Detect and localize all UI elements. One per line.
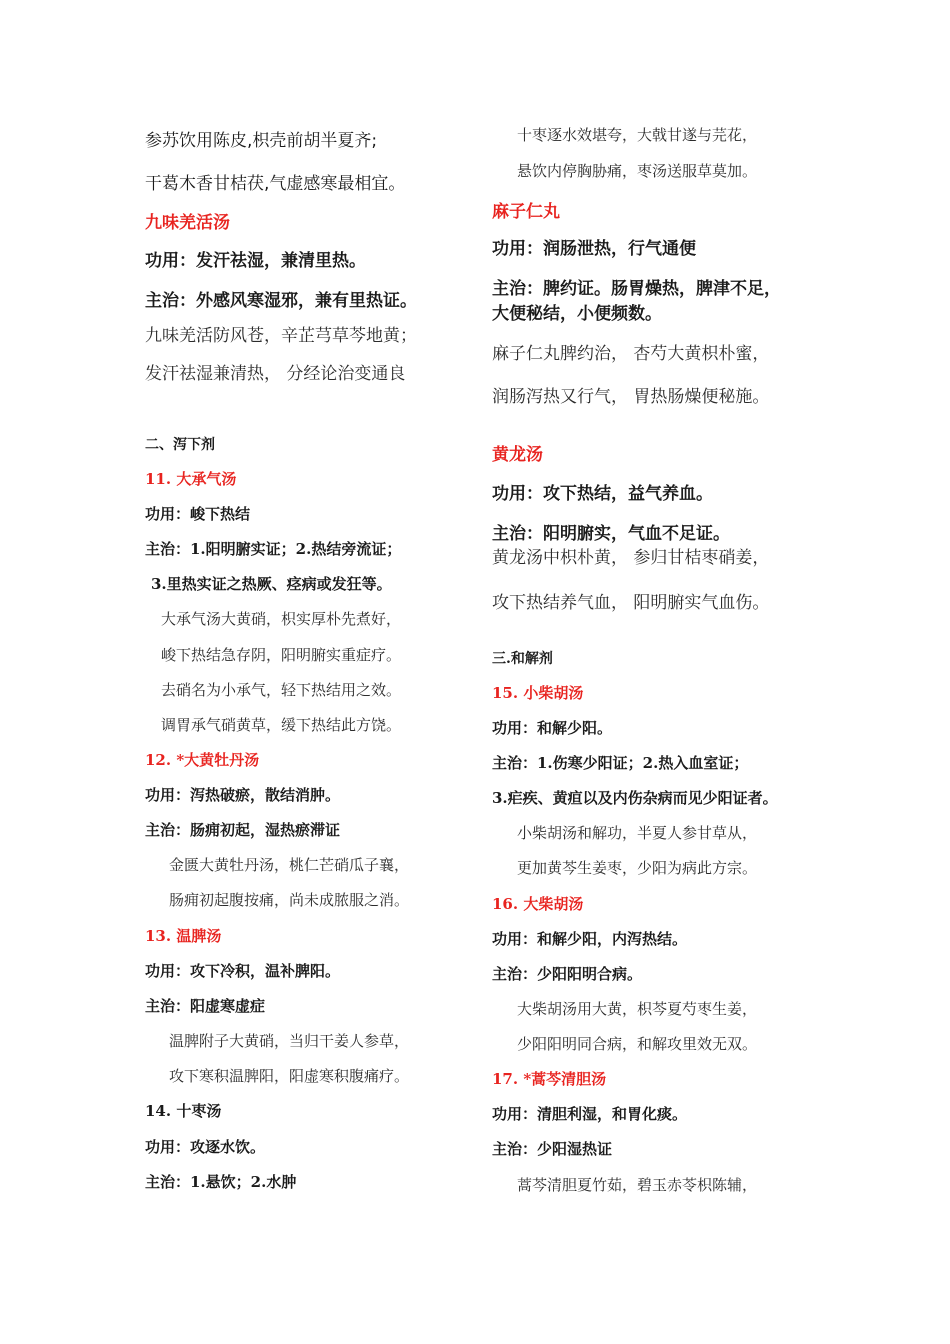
formula-heading: 麻子仁丸	[492, 202, 560, 222]
indication-line: 主治：少阳湿热证	[492, 1140, 613, 1158]
indication-line: 主治：阳虚寒虚症	[145, 997, 266, 1015]
function-line: 功用：润肠泄热，行气通便	[492, 239, 696, 259]
function-line: 功用：清胆利湿，和胃化痰。	[492, 1105, 688, 1123]
verse-line: 九味羌活防风苍，辛芷芎草芩地黄；	[145, 326, 417, 346]
verse-line: 攻下寒积温脾阳，阳虚寒积腹痛疗。	[169, 1067, 410, 1085]
formula-heading: 11. 大承气汤	[145, 470, 237, 488]
formula-heading: 17. *蒿芩清胆汤	[492, 1070, 607, 1088]
verse-line: 峻下热结急存阴，阳明腑实重症疗。	[161, 646, 402, 664]
function-line: 功用：和解少阳，内泻热结。	[492, 930, 688, 948]
function-line: 功用：发汗祛湿，兼清里热。	[145, 251, 366, 271]
verse-line: 调胃承气硝黄草，缓下热结此方饶。	[161, 716, 402, 734]
verse-line: 攻下热结养气血， 阳明腑实气血伤。	[492, 593, 770, 613]
indication-line: 主治：肠痈初起，湿热瘀滞证	[145, 821, 341, 839]
function-line: 功用：峻下热结	[145, 505, 251, 523]
function-line: 功用：攻下冷积，温补脾阳。	[145, 962, 341, 980]
formula-heading: 黄龙汤	[492, 445, 543, 465]
verse-line: 大柴胡汤用大黄，枳芩夏芍枣生姜，	[517, 1000, 758, 1018]
formula-heading: 九味羌活汤	[145, 213, 230, 233]
formula-heading: 16. 大柴胡汤	[492, 895, 584, 913]
verse-line: 去硝名为小承气，轻下热结用之效。	[161, 681, 402, 699]
formula-heading: 14. 十枣汤	[145, 1102, 222, 1120]
verse-line: 少阳阳明同合病，和解攻里效无双。	[517, 1035, 758, 1053]
indication-line: 3.疟疾、黄疸以及内伤杂病而见少阳证者。	[492, 789, 778, 807]
function-line: 功用：攻逐水饮。	[145, 1138, 266, 1156]
formula-heading: 13. 温脾汤	[145, 927, 222, 945]
verse-line: 蒿芩清胆夏竹茹，碧玉赤苓枳陈辅，	[517, 1176, 758, 1194]
verse-line: 小柴胡汤和解功，半夏人参甘草从，	[517, 824, 758, 842]
formula-heading: 12. *大黄牡丹汤	[145, 751, 260, 769]
verse-line: 发汗祛湿兼清热， 分经论治变通良	[145, 364, 406, 384]
verse-line: 金匮大黄牡丹汤，桃仁芒硝瓜子襄，	[169, 856, 410, 874]
formula-heading: 15. 小柴胡汤	[492, 684, 584, 702]
verse-line: 更加黄芩生姜枣，少阳为病此方宗。	[517, 859, 758, 877]
indication-line: 大便秘结，小便频数。	[492, 304, 662, 324]
verse-line: 大承气汤大黄硝，枳实厚朴先煮好，	[161, 610, 402, 628]
function-line: 功用：攻下热结，益气养血。	[492, 484, 713, 504]
indication-line: 主治：阳明腑实，气血不足证。	[492, 524, 730, 544]
verse-line: 肠痈初起腹按痛，尚未成脓服之消。	[169, 891, 410, 909]
verse-line: 干葛木香甘桔茯,气虚感寒最相宜。	[145, 174, 406, 194]
function-line: 功用：和解少阳。	[492, 719, 613, 737]
indication-line: 主治：1.阳明腑实证；2.热结旁流证；	[145, 540, 402, 558]
verse-line: 悬饮内停胸胁痛，枣汤送服草莫加。	[517, 162, 758, 180]
verse-line: 温脾附子大黄硝，当归干姜人参草，	[169, 1032, 410, 1050]
indication-line: 主治：1.悬饮；2.水肿	[145, 1173, 297, 1191]
section-title: 三.和解剂	[492, 651, 553, 667]
function-line: 功用：泻热破瘀，散结消肿。	[145, 786, 341, 804]
indication-line: 主治：脾约证。肠胃燥热，脾津不足，	[492, 279, 781, 299]
indication-line: 主治：外感风寒湿邪，兼有里热证。	[145, 291, 417, 311]
verse-line: 麻子仁丸脾约治， 杏芍大黄枳朴蜜，	[492, 344, 770, 364]
indication-line: 主治：少阳阳明合病。	[492, 965, 643, 983]
verse-line: 参苏饮用陈皮,枳壳前胡半夏齐;	[145, 131, 378, 151]
indication-line: 3.里热实证之热厥、痉病或发狂等。	[151, 575, 392, 593]
indication-line: 主治：1.伤寒少阳证；2.热入血室证；	[492, 754, 749, 772]
verse-line: 十枣逐水效堪夸，大戟甘遂与芫花，	[517, 126, 758, 144]
verse-line: 润肠泻热又行气， 胃热肠燥便秘施。	[492, 387, 770, 407]
verse-line: 黄龙汤中枳朴黄， 参归甘桔枣硝姜，	[492, 548, 770, 568]
section-title: 二、泻下剂	[145, 437, 215, 453]
